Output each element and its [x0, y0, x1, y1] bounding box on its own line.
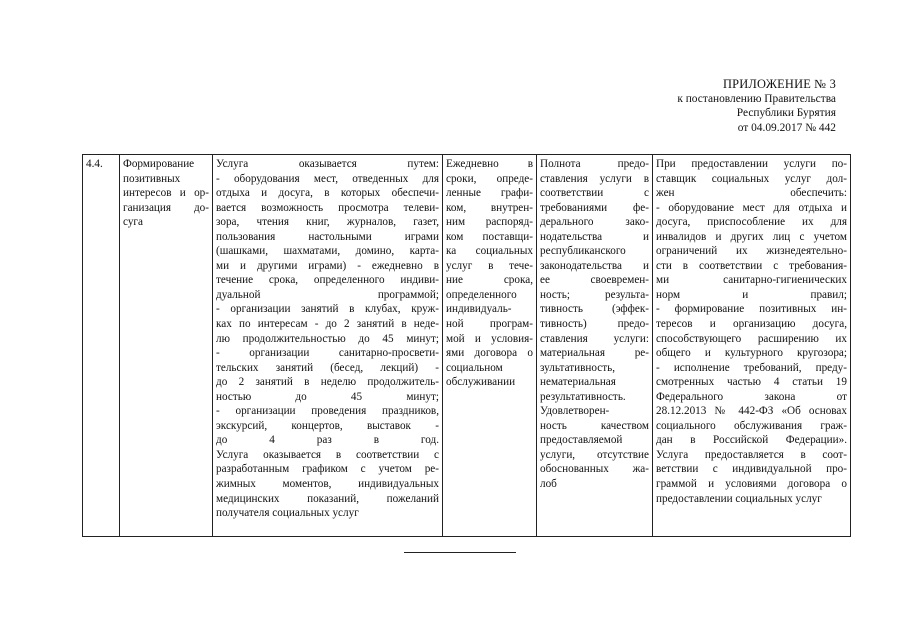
cell-text-line: 28.12.2013 № 442-ФЗ «Об основах	[656, 405, 847, 418]
cell-text-line: материальная ре-	[540, 347, 649, 360]
cell-text-line: до 4 раз в год.	[216, 434, 439, 447]
cell-text-line: - исполнение требований, преду-	[656, 361, 847, 374]
cell-text-line: ставщик социальных услуг дол-	[656, 172, 847, 185]
cell-text-line: тивность (эффек-	[540, 303, 649, 316]
cell-text-line: - организации занятий в клубах, круж-	[216, 303, 439, 316]
cell-text-line: соответствии с	[540, 187, 649, 200]
cell-text-line: услуги, отсутствие	[540, 448, 649, 461]
cell-text-line: требованиями фе-	[540, 201, 649, 214]
cell-text-line: законодательства и	[540, 259, 649, 272]
cell-text-line: суга	[123, 216, 143, 229]
cell-text-line: Ежедневно в	[446, 158, 533, 170]
cell-text-line: зультативность,	[540, 361, 616, 374]
cell-text-line: сроки, опреде-	[446, 172, 533, 185]
cell-text-line: обоснованных жа-	[540, 463, 649, 476]
cell-text-line: ках по интересам - до 2 занятий в неде-	[216, 318, 439, 331]
cell-text-line: социального обслуживания граж-	[656, 419, 847, 432]
cell-text-line: интересов и ор-	[123, 187, 209, 200]
cell-text-line: нодательства и	[540, 230, 649, 243]
cell-text-line: досуга, приспособление их для	[656, 216, 847, 229]
cell-text-line: Услуга оказывается путем:	[216, 158, 439, 170]
cell-text-line: обслуживании	[446, 376, 516, 389]
cell-text-line: вается возможность просмотра телеви-	[216, 201, 439, 214]
cell-text-line: республиканского	[540, 245, 626, 258]
cell-text-line: Формирование	[123, 158, 195, 170]
cell-text-line: ставления услуги:	[540, 332, 649, 345]
cell-text-line: ленные графи-	[446, 187, 533, 200]
cell-text-line: экскурсий, концертов, выставок -	[216, 419, 439, 432]
cell-text-line: При предоставлении услуги по-	[656, 158, 847, 170]
cell-text-line: ностью до 45 минут;	[216, 390, 439, 403]
cell-text-line: дуальной программой;	[216, 288, 439, 301]
cell-text-line: жен обеспечить:	[656, 187, 847, 200]
cell-text-line: ограничений их жизнедеятельно-	[656, 245, 847, 258]
cell-text-line: смотренных частью 4 статьи 19	[656, 376, 847, 389]
cell-text-line: - организации санитарно-просвети-	[216, 347, 439, 360]
cell-text-line: - организации проведения праздников,	[216, 405, 439, 418]
appendix-republic: Республики Бурятия	[736, 107, 836, 120]
appendix-header	[677, 77, 836, 135]
cell-text-line: ним распоряд-	[446, 216, 533, 229]
cell-text-line: пользования настольными играми	[216, 230, 439, 243]
cell-text-line: социальном	[446, 361, 503, 374]
cell-text-line: позитивных	[123, 172, 181, 185]
row-number-cell	[83, 155, 120, 537]
cell-text-line: ком поставщи-	[446, 230, 533, 243]
cell-text-line: ми и другими играми) - ежедневно в	[216, 259, 439, 272]
cell-text-line: граммой и условиями договора о	[656, 478, 847, 491]
table-row	[83, 155, 851, 537]
cell-text-line: ность; результа-	[540, 288, 649, 301]
cell-text-line: общего и культурного кругозора;	[656, 347, 847, 360]
cell-text-line: ветствии с индивидуальной про-	[656, 463, 847, 476]
cell-text-line: отдыха и досуга, в которых обеспечи-	[216, 187, 439, 200]
cell-text-line: инвалидов и других лиц с учетом	[656, 230, 847, 243]
cell-text-line: определенного	[446, 288, 517, 301]
cell-text-line: ной програм-	[446, 318, 533, 331]
cell-text-line: лю продолжительностью до 45 минут;	[216, 332, 439, 345]
cell-text-line: ка социальных	[446, 245, 533, 258]
cell-text-line: течение срока, определенного индиви-	[216, 274, 439, 287]
cell-text-line: до 2 занятий в неделю продолжитель-	[216, 376, 439, 389]
cell-text-line: ставления услуги в	[540, 172, 649, 185]
row-number: 4.4.	[86, 158, 103, 170]
footnote-divider	[404, 552, 516, 553]
cell-text-line: тельских занятий (бесед, лекций) -	[216, 361, 439, 374]
service-timing-cell	[443, 155, 537, 537]
cell-text-line: норм и правил;	[656, 288, 847, 301]
cell-text-line: Услуга предоставляется в соот-	[656, 448, 847, 461]
cell-text-line: - формирование позитивных ин-	[656, 303, 847, 316]
cell-text-line: ком, внутрен-	[446, 201, 533, 214]
service-conditions-cell	[653, 155, 851, 537]
cell-text-line: способствующего расширению их	[656, 332, 847, 345]
cell-text-line: лоб	[540, 478, 557, 491]
cell-text-line: ние срока,	[446, 274, 533, 287]
cell-text-line: тивность) предо-	[540, 318, 649, 331]
cell-text-line: результативность.	[540, 390, 626, 403]
cell-text-line: индивидуаль-	[446, 303, 512, 316]
cell-text-line: сти в соответствии с требования-	[656, 259, 847, 272]
cell-text-line: ганизация до-	[123, 201, 209, 214]
cell-text-line: тересов и организацию досуга,	[656, 318, 847, 331]
cell-text-line: дан в Российской Федерации».	[656, 434, 847, 447]
appendix-date-number: от 04.09.2017 № 442	[737, 121, 836, 134]
cell-text-line: Услуга оказывается в соответствии с	[216, 448, 439, 461]
cell-text-line: предоставляемой	[540, 434, 623, 447]
service-name-cell	[120, 155, 213, 537]
cell-text-line: услуг в тече-	[446, 259, 533, 272]
cell-text-line: ями договора о	[446, 347, 533, 360]
appendix-title: ПРИЛОЖЕНИЕ № 3	[723, 77, 836, 91]
cell-text-line: - оборудование мест для отдыха и	[656, 201, 847, 214]
cell-text-line: зора, чтения книг, журналов, газет,	[216, 216, 439, 229]
appendix-resolution-ref: к постановлению Правительства	[677, 92, 836, 105]
cell-text-line: разработанным графиком с учетом ре-	[216, 463, 439, 476]
services-table	[82, 154, 851, 537]
cell-text-line: дерального зако-	[540, 216, 649, 229]
cell-text-line: жимных моментов, индивидуальных	[216, 478, 439, 491]
cell-text-line: ность качеством	[540, 419, 649, 432]
service-description-cell	[213, 155, 443, 537]
cell-text-line: нематериальная	[540, 376, 616, 389]
cell-text-line: Федерального закона от	[656, 390, 847, 403]
cell-text-line: Полнота предо-	[540, 158, 649, 170]
cell-text-line: мой и условия-	[446, 332, 533, 345]
cell-text-line: медицинских показаний, пожеланий	[216, 492, 439, 505]
cell-text-line: получателя социальных услуг	[216, 507, 359, 520]
cell-text-line: предоставлении социальных услуг	[656, 492, 822, 505]
cell-text-line: ми санитарно-гигиенических	[656, 274, 847, 287]
cell-text-line: Удовлетворен-	[540, 405, 610, 418]
service-evaluation-cell	[537, 155, 653, 537]
cell-text-line: - оборудования мест, отведенных для	[216, 172, 439, 185]
cell-text-line: (шашками, шахматами, домино, карта-	[216, 245, 439, 258]
cell-text-line: ее своевремен-	[540, 274, 649, 287]
